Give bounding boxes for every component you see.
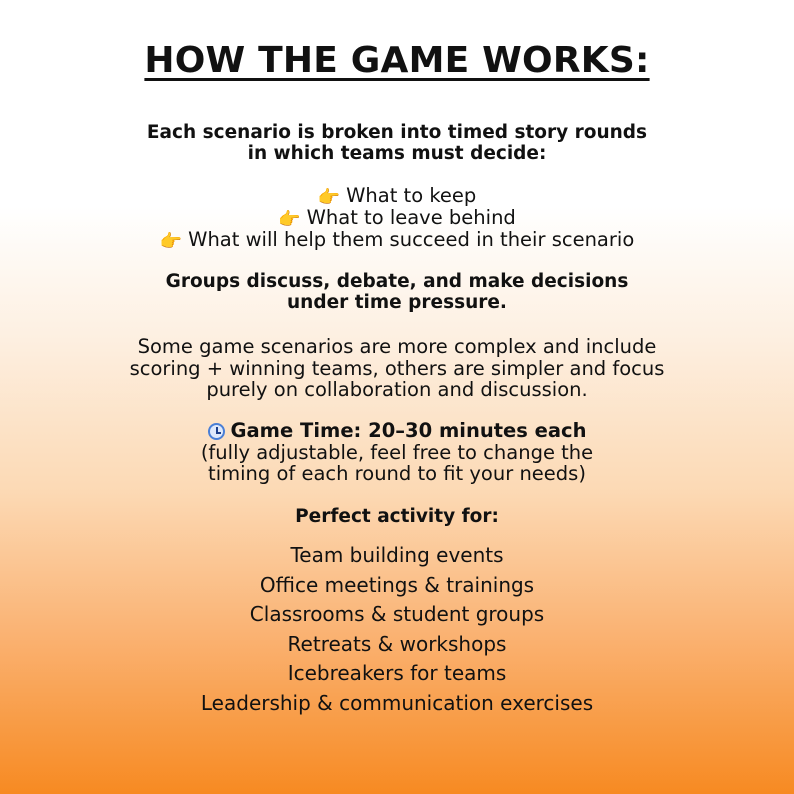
complexity-line-2: scoring + winning teams, others are simpler and focus: [129, 356, 665, 380]
list-item: Team building events: [290, 543, 504, 567]
game-time-heading: [0, 420, 794, 442]
complexity-text: [0, 336, 794, 401]
list-item: Leadership & communication exercises: [200, 690, 594, 715]
intro-line-2: in which teams must decide:: [247, 143, 547, 164]
perfect-for-list: [0, 541, 794, 718]
game-time: [0, 420, 794, 485]
intro-text: [0, 122, 794, 164]
groups-line-1: Groups discuss, debate, and make decisions: [165, 271, 629, 292]
complexity-line-1: Some game scenarios are more complex and include: [137, 335, 657, 358]
clock-icon: [208, 423, 225, 440]
decision-item: [0, 207, 794, 229]
intro-line-1: Each scenario is broken into timed story rounds: [146, 122, 648, 143]
complexity-line-3: purely on collaboration and discussion.: [206, 378, 588, 401]
decision-item-text: What to leave behind: [306, 206, 516, 229]
decision-item-text: What to keep: [346, 184, 477, 207]
game-time-heading-text: Game Time: 20–30 minutes each: [230, 419, 587, 442]
page-title-text: HOW THE GAME WORKS:: [144, 40, 650, 81]
pointing-hand-icon: 👉: [317, 187, 341, 208]
decision-item: [0, 229, 794, 251]
game-time-line-3: timing of each round to fit your needs): [208, 462, 586, 485]
decision-item: [0, 185, 794, 207]
game-time-line-2: (fully adjustable, feel free to change the: [200, 440, 594, 464]
list-item: Retreats & workshops: [287, 631, 507, 656]
groups-text: [0, 271, 794, 313]
perfect-for-heading: Perfect activity for:: [295, 506, 499, 527]
decision-item-text: What will help them succeed in their scenario: [188, 228, 635, 251]
list-item: Office meetings & trainings: [259, 572, 535, 597]
decision-list: [0, 185, 794, 251]
page-title: [0, 40, 794, 81]
groups-line-2: under time pressure.: [287, 292, 507, 313]
list-item: Icebreakers for teams: [287, 661, 507, 685]
pointing-hand-icon: 👉: [159, 231, 183, 252]
list-item: Classrooms & student groups: [249, 602, 545, 626]
pointing-hand-icon: 👉: [278, 209, 301, 230]
